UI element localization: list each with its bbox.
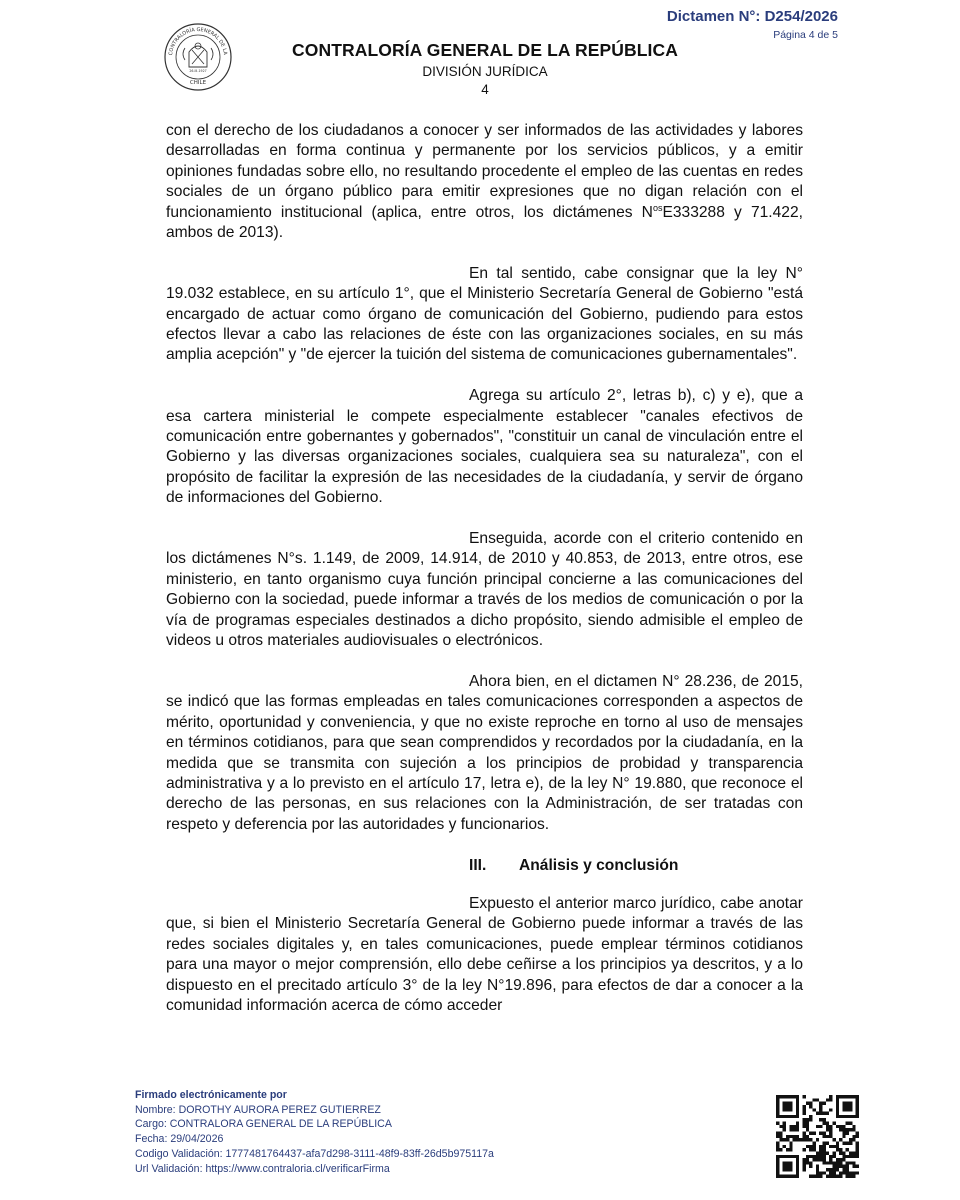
- svg-text:CONTRALORÍA GENERAL DE LA REPÚ: CONTRALORÍA GENERAL DE LA: [168, 26, 228, 56]
- signature-title: Firmado electrónicamente por: [135, 1089, 287, 1101]
- paragraph-3: Agrega su artículo 2°, letras b), c) y e), que a esa cartera ministerial le compete especialmente establecer "canales efectivos de comunicación entre gobernantes y gobernados", "constituir un canal de vinculación entre el Gobierno y las diversas organizaciones sociales, cualquiera sea su naturaleza", con el propósito de facilitar la expresión de las necesidades de la ciudadanía, y servir de órgano de informaciones del Gobierno.: [166, 387, 803, 507]
- section-title: Análisis y conclusión: [519, 856, 679, 874]
- paragraph-1: [166, 121, 803, 243]
- document-id-block: [667, 8, 838, 41]
- paragraph-6: Expuesto el anterior marco jurídico, cabe anotar que, si bien el Ministerio Secretaría General de Gobierno puede informar a través de las redes sociales digitales y, en tales comunicaciones, puede emplear términos cotidianos para una mayor o mejor comprensión, ello debe ceñirse a los principios ya descritos, y a lo dispuesto en el precitado artículo 3° de la ley N°19.896, para efectos de dar a conocer a la comunidad información acerca de cómo acceder: [166, 894, 803, 1014]
- validation-code: Codigo Validación: 1777481764437-afa7d298-3111-48f9-83ff-26d5b975117a: [135, 1147, 494, 1160]
- page-indicator: Página 4 de 5: [773, 29, 838, 41]
- division-name: DIVISIÓN JURÍDICA: [422, 64, 548, 79]
- signature-date: Fecha: 29/04/2026: [135, 1133, 224, 1146]
- paragraph-5: Ahora bien, en el dictamen N° 28.236, de 2015, se indicó que las formas empleadas en tales comunicaciones corresponden a aspectos de mérito, oportunidad y conveniencia, y que no existe reproche en torno al uso de mensajes en términos cotidianos, para que sean comprendidos y recordados por la ciudadanía, en la medida que se transmita con sujeción a los principios de probidad y transparencia administrativa y a lo previsto en el artículo 17, letra e), de la ley N° 19.880, que reconoce el derecho de las personas, en sus relaciones con la Administración, de ser tratadas con respeto y deferencia por las autoridades y funcionarios.: [166, 672, 803, 833]
- dictamen-number: Dictamen N°: D254/2026: [666, 8, 838, 25]
- paragraph-2: En tal sentido, cabe consignar que la ley N° 19.032 establece, en su artículo 1°, que el Ministerio Secretaría General de Gobierno "está encargado de actuar como órgano de comunicación del Gobierno, pudiendo para estos efectos llevar a cabo las relaciones de éste con las organizaciones sociales, en su más amplia acepción" y "de ejercer la tuición del sistema de comunicaciones gubernamentales".: [166, 264, 803, 364]
- signature-block: [135, 1088, 494, 1176]
- validation-qr-code: [776, 1095, 859, 1178]
- section-heading: [166, 856, 803, 876]
- validation-url: Url Validación: https://www.contraloria.cl/verificarFirma: [135, 1162, 390, 1175]
- signer-position: Cargo: CONTRALORA GENERAL DE LA REPÚBLICA: [135, 1118, 392, 1131]
- paragraph-1-superscript: os: [652, 202, 663, 213]
- paragraph-1-text: con el derecho de los ciudadanos a conocer y ser informados de las actividades y labores desarrolladas en forma continua y permanente por los servicios públicos, y a emitir opiniones fundadas sobre ello, no resultando procedente el empleo de las cuentas en redes sociales de un órgano público para emitir expresiones que no digan relación con el funcionamiento institucional (aplica, entre otros, los dictámenes N: [166, 122, 803, 221]
- signer-name: Nombre: DOROTHY AURORA PEREZ GUTIERREZ: [135, 1103, 381, 1116]
- document-body: [166, 121, 803, 1016]
- page-number: 4: [481, 82, 489, 97]
- institution-title: CONTRALORÍA GENERAL DE LA REPÚBLICA: [292, 40, 678, 60]
- svg-text:CHILE: CHILE: [189, 80, 207, 86]
- paragraph-1-text-end: E333288 y 71.422, ambos de 2013).: [166, 203, 803, 242]
- paragraph-4: Enseguida, acorde con el criterio contenido en los dictámenes N°s. 1.149, de 2009, 14.914, de 2010 y 40.853, de 2013, entre otros, ese ministerio, en tanto organismo cuya función principal concierne a las comunicaciones del Gobierno con la sociedad, puede informar a través de los medios de comunicación o por la vía de programas especiales destinados a dicho propósito, siendo admisible el empleo de videos u otros materiales audiovisuales o electrónicos.: [166, 530, 803, 650]
- svg-text:26-III-1927: 26-III-1927: [189, 69, 207, 73]
- section-number: III.: [469, 856, 487, 874]
